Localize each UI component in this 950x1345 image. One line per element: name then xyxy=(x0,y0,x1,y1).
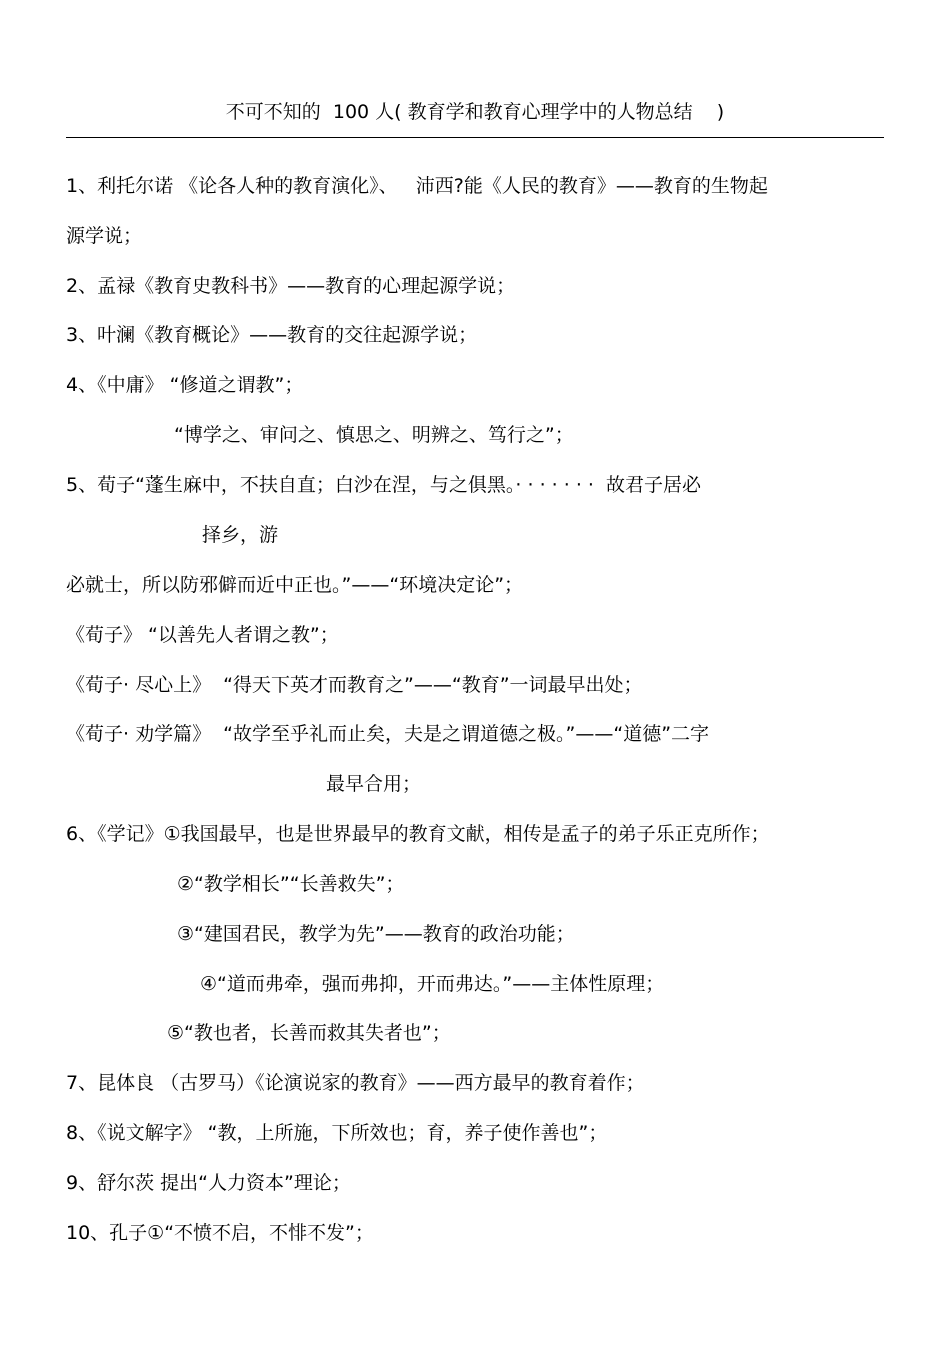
text-line-13: 最早合用； xyxy=(326,773,422,795)
text-line-8: 择乡，游 xyxy=(202,524,279,546)
text-line-12: 《荀子· 劝学篇》 “故学至乎礼而止矣，夫是之谓道德之极。”——“道德”二字 xyxy=(66,723,710,745)
text-line-6: “博学之、审问之、慎思之、明辨之、笃行之”； xyxy=(174,424,574,446)
text-line-3: 2、孟禄《教育史教科书》——教育的心理起源学说； xyxy=(66,275,516,297)
text-line-10: 《荀子》 “以善先人者谓之教”； xyxy=(66,624,339,646)
text-line-22: 10、孔子①“不愤不启，不悱不发”； xyxy=(66,1222,374,1244)
text-line-19: 7、昆体良 （古罗马）《论演说家的教育》——西方最早的教育着作； xyxy=(66,1072,645,1094)
text-line-15: ②“教学相长”“长善救失”； xyxy=(177,873,405,895)
page-title: 不可不知的 100 人( 教育学和教育心理学中的人物总结 ) xyxy=(225,101,725,123)
text-line-21: 9、舒尔茨 提出“人力资本”理论； xyxy=(66,1172,351,1194)
text-line-1: 1、利托尔诺 《论各人种的教育演化》、 沛西?能《人民的教育》——教育的生物起 xyxy=(66,175,768,197)
text-line-9: 必就士，所以防邪僻而近中正也。”——“环境决定论”； xyxy=(66,574,524,596)
text-line-11: 《荀子· 尽心上》 “得天下英才而教育之”——“教育”一词最早出处； xyxy=(66,674,643,696)
title-divider xyxy=(66,137,884,138)
text-line-4: 3、叶澜《教育概论》——教育的交往起源学说； xyxy=(66,324,478,346)
text-line-7: 5、荀子“蓬生麻中，不扶自直；白沙在涅，与之俱黑。· · · · · · · 故君子居必 xyxy=(66,474,702,496)
text-line-20: 8、《说文解字》 “教，上所施，下所效也；育，养子使作善也”； xyxy=(66,1122,608,1144)
text-line-14: 6、《学记》①我国最早，也是世界最早的教育文献，相传是孟子的弟子乐正克所作； xyxy=(66,823,770,845)
text-line-5: 4、《中庸》 “修道之谓教”； xyxy=(66,374,304,396)
text-line-16: ③“建国君民，教学为先”——教育的政治功能； xyxy=(177,923,575,945)
text-line-18: ⑤“教也者，长善而救其失者也”； xyxy=(167,1022,451,1044)
text-line-2: 源学说； xyxy=(66,225,143,247)
text-line-17: ④“道而弗牵，强而弗抑，开而弗达。”——主体性原理； xyxy=(200,973,665,995)
